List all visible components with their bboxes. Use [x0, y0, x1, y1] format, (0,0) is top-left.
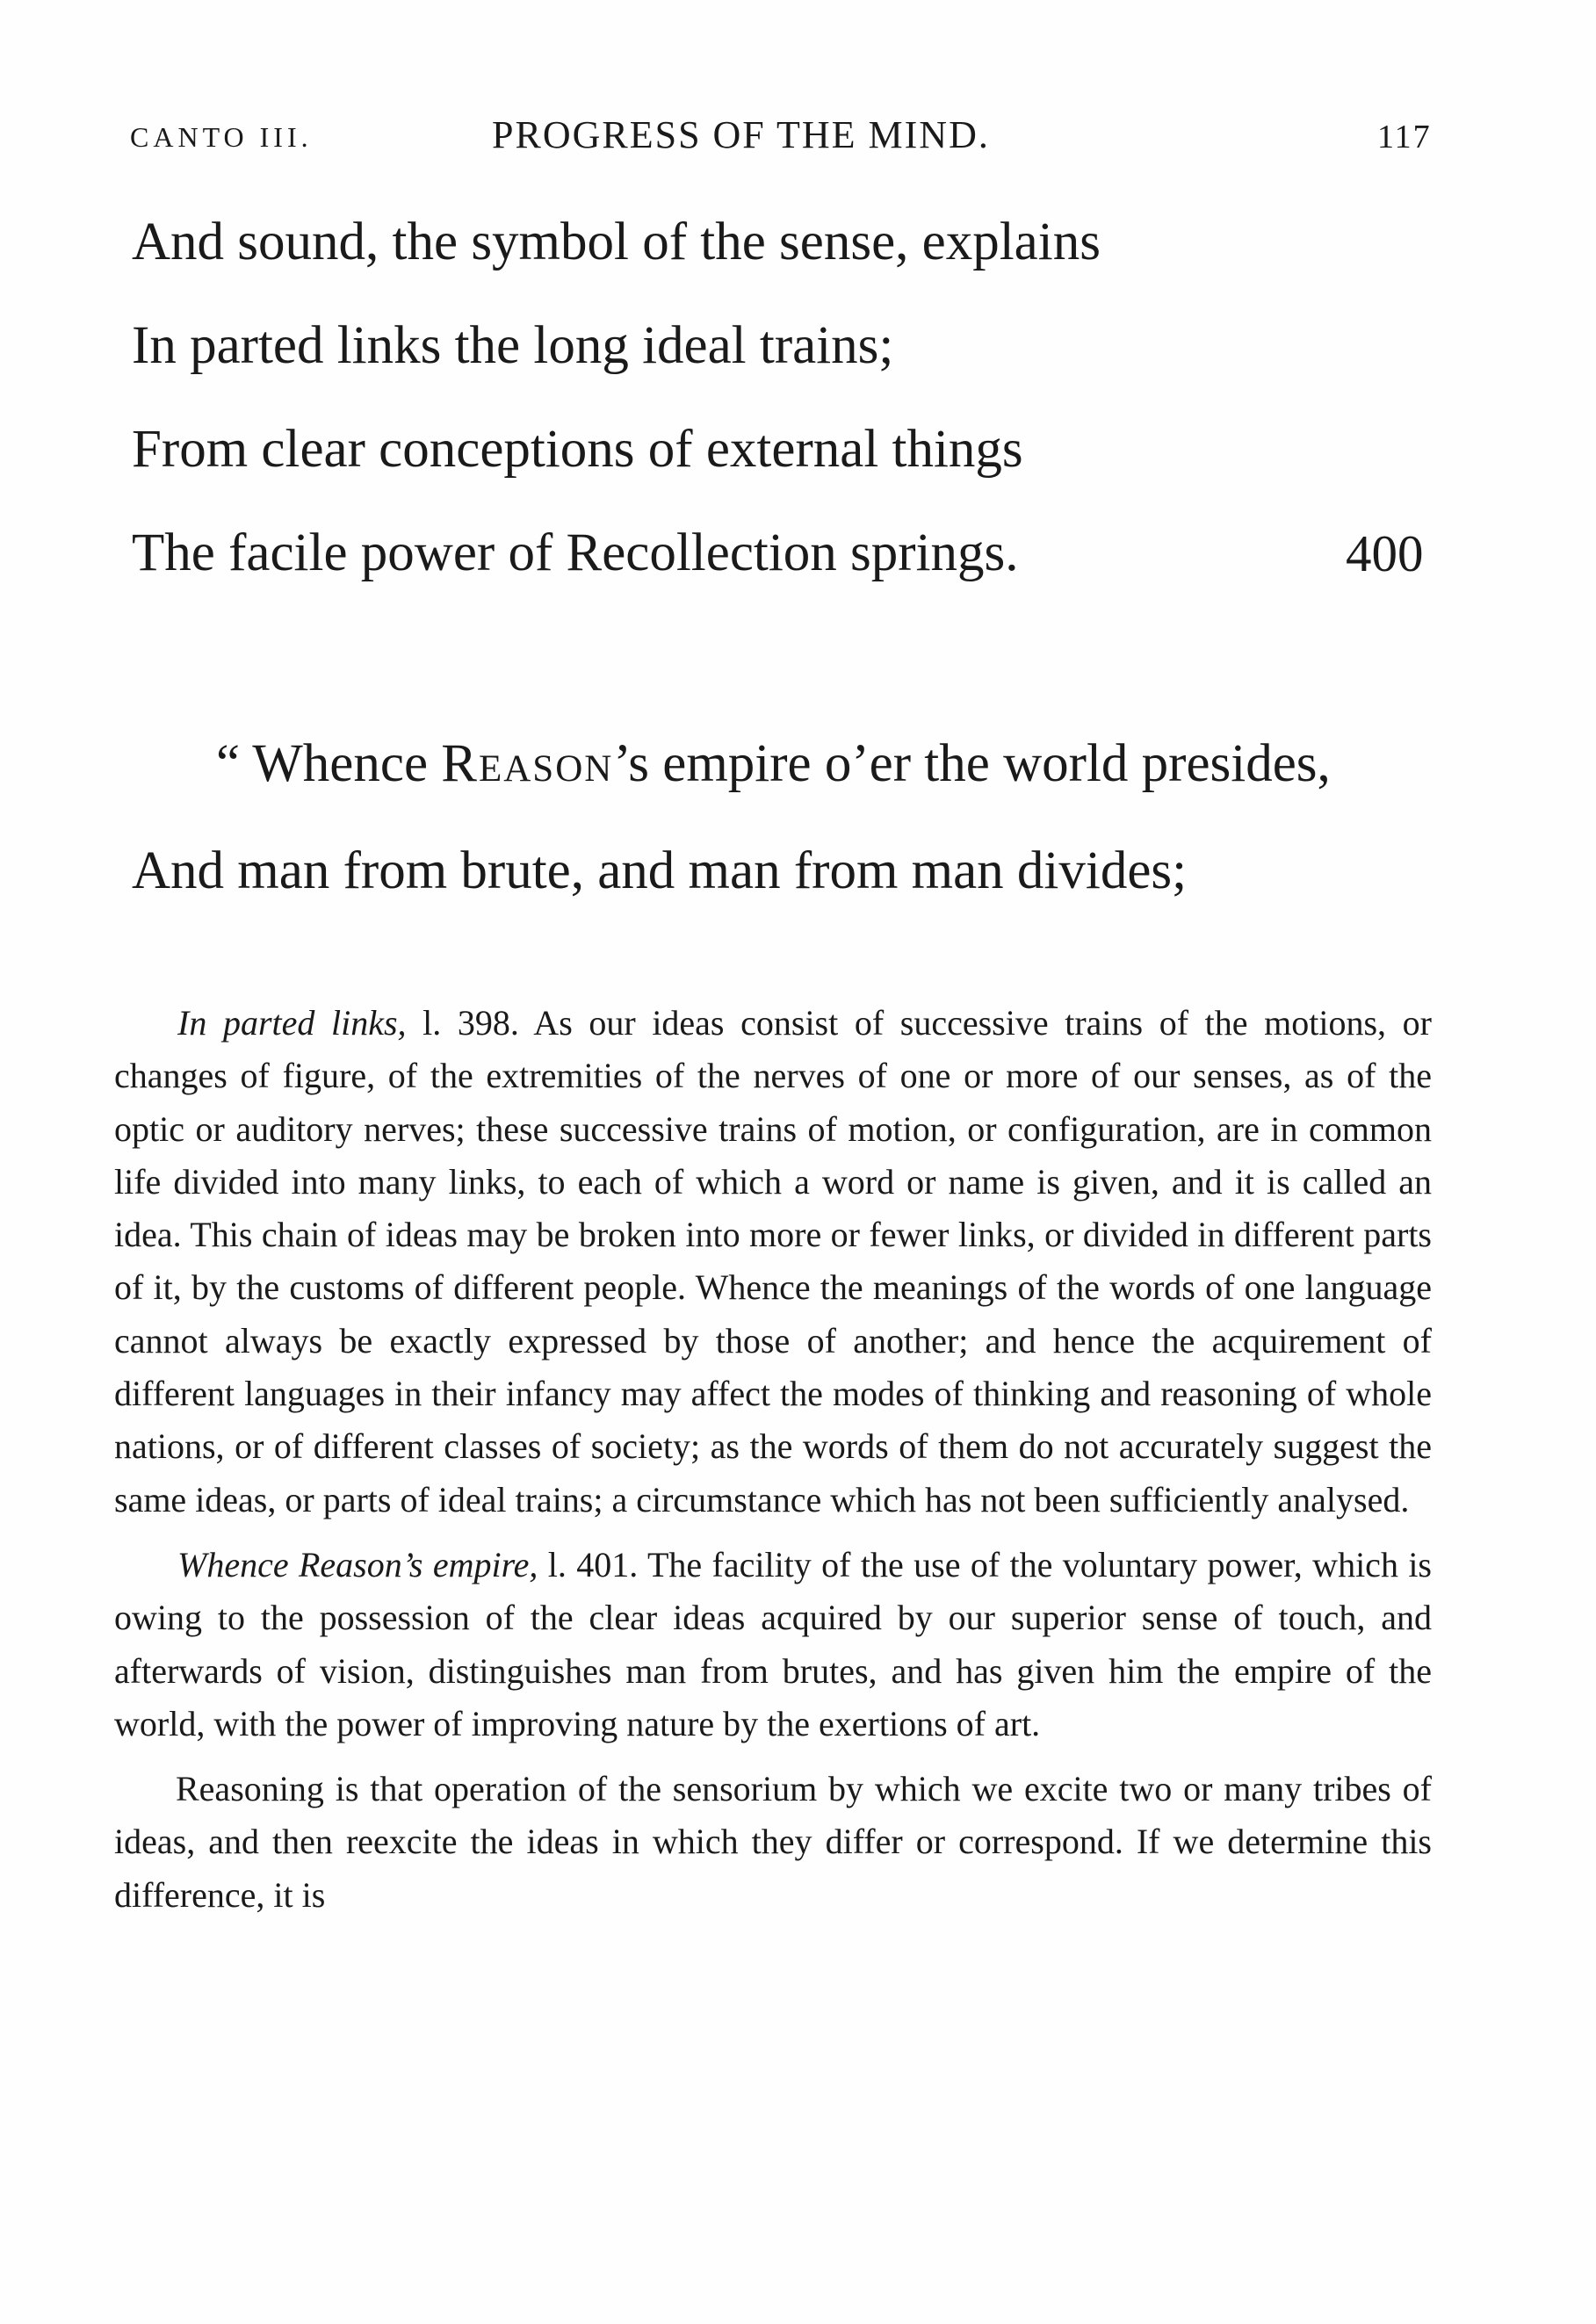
canto-label: CANTO III. [130, 121, 313, 153]
verse-line [132, 311, 1449, 415]
note-reference: Whence Reason’s empire, [177, 1544, 538, 1584]
verse-stanza-1 [132, 207, 1449, 622]
note-body: l. 398. As our ideas consist of successive trains of the motions, or changes of figure, of the extremities of the nerves of one or more of our senses, as of the optic or auditory nerves; these successive trains of motion, or configuration, are in common life divided into many links, to each of which a word or name is given, and it is called an idea. This chain of ideas may be broken into more or fewer links, or divided in different parts of it, by the customs of different people. Whence the meanings of the words of one language cannot always be exactly expressed by those of another; and hence the acquirement of different languages in their infancy may affect the modes of thinking and reasoning of whole nations, or of different classes of society; as the words of them do not accurately suggest the same ideas, or parts of ideal trains; a circumstance which has not been sufficiently analysed. [114, 1003, 1432, 1519]
verse-text: And man from brute, and man from man divides; [132, 841, 1188, 900]
page-number: 117 [1377, 119, 1432, 155]
note-body: Reasoning is that operation of the sensorium by which we excite two or many tribes of ideas, and then reexcite the ideas in which they differ or correspond. If we determine this difference, it is [114, 1769, 1432, 1915]
verse-text: And sound, the symbol of the sense, explains [132, 213, 1101, 271]
line-number: 400 [1346, 524, 1424, 582]
verse-text: The facile power of Recollection springs. [132, 523, 1019, 582]
verse-line [132, 207, 1449, 311]
footnotes [114, 997, 1432, 1934]
note-reference: In parted links, [177, 1003, 407, 1043]
note-paragraph [114, 1763, 1432, 1922]
note-paragraph [114, 1539, 1432, 1750]
verse-line [132, 836, 1449, 943]
note-paragraph [114, 997, 1432, 1526]
page-title: PROGRESS OF THE MIND. [492, 113, 990, 156]
verse-text-open: “ Whence [216, 734, 442, 793]
verse-line [132, 415, 1449, 518]
verse-text: In parted links the long ideal trains; [132, 316, 894, 375]
verse-line [132, 729, 1449, 836]
verse-stanza-2 [132, 729, 1449, 943]
note-body: l. 401. The facility of the use of the voluntary power, which is owing to the possession of the clear ideas acquired by our superior sense of touch, and afterwards of vision, distinguishes man from brutes, and has given him the empire of the world, with the power of improving nature by the exertions of art. [114, 1544, 1432, 1743]
verse-text-close: ’s empire o’er the world presides, [613, 734, 1331, 793]
verse-text-small-caps: Reason [441, 734, 614, 793]
verse-text: From clear conceptions of external things [132, 420, 1023, 479]
running-head [130, 112, 1448, 165]
verse-line [132, 518, 1449, 622]
